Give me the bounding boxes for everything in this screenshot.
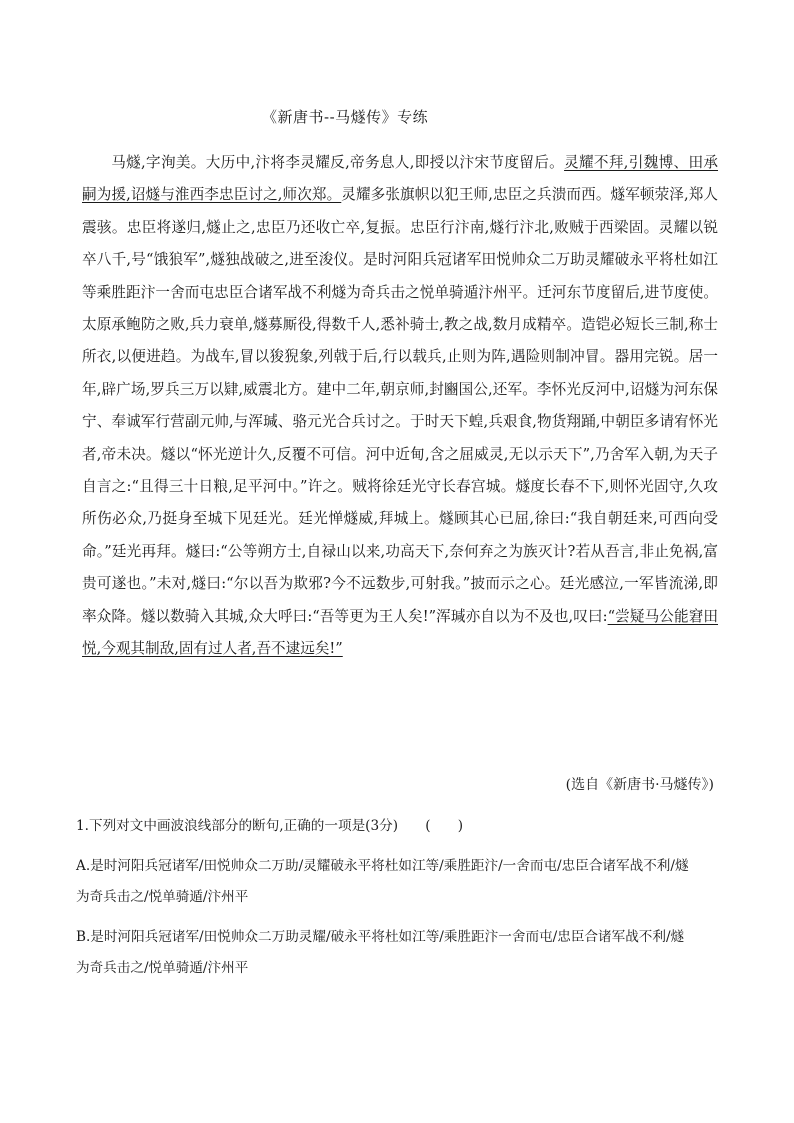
option-a-line-1: A.是时河阳兵冠诸军/田悦帅众二万助/灵耀破永平将杜如江等/乘胜距汴/一舍而屯/忠臣合诸军战不利/燧 xyxy=(76,858,689,874)
option-b-line-1: B.是时河阳兵冠诸军/田悦帅众二万助灵耀/破永平将杜如江等/乘胜距汴一舍而屯/忠臣合诸军战不利/燧 xyxy=(76,929,685,945)
passage-body: 灵耀多张旗帜以犯王师,忠臣之兵溃而西。燧军顿荥泽,郑人震骇。忠臣将遂归,燧止之,忠臣乃还收亡卒,复振。忠臣行汴南,燧行汴北,败贼于西梁固。灵耀以锐卒八千,号“饿狼军”,燧独战破之,进至浚仪。是时河阳兵冠诸军田悦帅众二万助灵耀破永平将杜如江等乘胜距汴一舍而屯忠臣合诸军战不利燧为奇兵击之悦单骑遁汴州平。迁河东节度留后,进节度使。太原承鲍防之败,兵力衰单,燧募厮役,得数千人,悉补骑士,教之战,数月成精卒。造铠必短长三制,称士所衣,以便进趋。为战车,冒以狻猊象,列戟于后,行以载兵,止则为阵,遇险则制冲冒。器用完锐。居一年,辟广场,罗兵三万以肄,威震北方。建中二年,朝京师,封豳国公,还军。李怀光反河中,诏燧为河东保宁、奉诚军行营副元帅,与浑瑊、骆元光合兵讨之。于时天下蝗,兵艰食,物货翔踊,中朝臣多请宥怀光者,帝未决。燧以“怀光逆计久,反覆不可信。河中近甸,含之屈威灵,无以示天下”,乃舍军入朝,为天子自言之:“且得三十日粮,足平河中。”许之。贼将徐廷光守长春宫城。燧度长春不下,则怀光固守,久攻所伤必众,乃挺身至城下见廷光。廷光惮燧威,拜城上。燧顾其心已屈,徐曰:“我自朝廷来,可西向受命。”廷光再拜。燧曰:“公等朔方士,自禄山以来,功高天下,奈何弃之为族灭计?若从吾言,非止免祸,富贵可遂也。”未对,燧曰:“尔以吾为欺邪?今不远数步,可射我。”披而示之心。廷光感泣,一军皆流涕,即率众降。燧以数骑入其城,众大呼曰:“吾等更为王人矣!”浑瑊亦自以为不及也,叹曰: xyxy=(82,186,719,625)
question-1-stem: 1.下列对文中画波浪线部分的断句,正确的一项是(3分) ( ) xyxy=(76,818,463,834)
document-title: 《新唐书--马燧传》专练 xyxy=(262,108,429,126)
option-a-line-2: 为奇兵击之/悦单骑遁/汴州平 xyxy=(76,889,249,905)
passage-text xyxy=(82,147,718,666)
source-citation: (选自《新唐书·马燧传》) xyxy=(565,777,714,793)
underlined-sentence: 灵耀不拜,引魏博、田承嗣为援,诏燧与淮西李忠臣讨之,师次郑。 xyxy=(82,154,719,204)
underlined-quote: “尝疑马公能窘田悦,今观其制敌,固有过人者,吾不逮远矣!” xyxy=(82,607,719,658)
passage-paragraph xyxy=(82,147,718,666)
option-b-line-2: 为奇兵击之/悦单骑遁/汴州平 xyxy=(76,960,249,976)
passage-intro: 马燧,字洵美。大历中,汴将李灵耀反,帝务息人,即授以汴宋节度留后。 xyxy=(111,154,565,171)
